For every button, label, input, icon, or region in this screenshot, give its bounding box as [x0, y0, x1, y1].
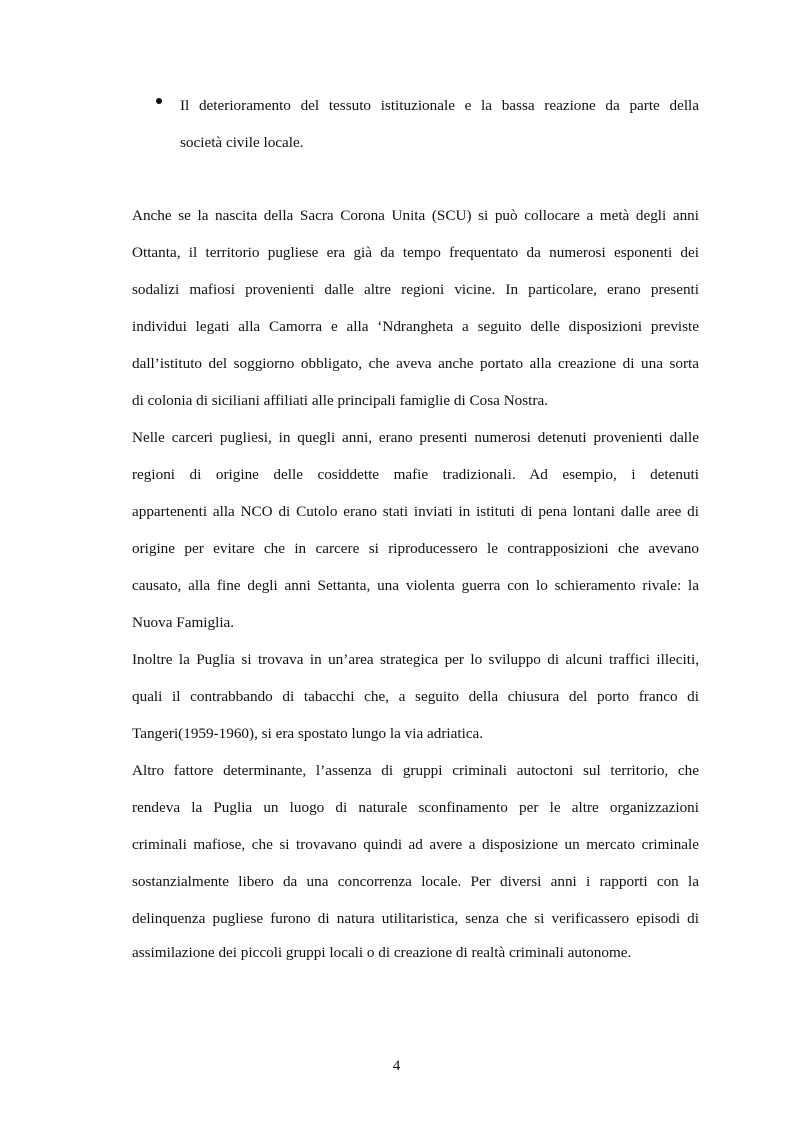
- paragraph-line: sodalizi mafiosi provenienti dalle altre regioni vicine. In particolare, erano presenti: [132, 281, 699, 298]
- paragraph-line: appartenenti alla NCO di Cutolo erano stati inviati in istituti di pena lontani dalle aree di: [132, 503, 699, 520]
- paragraph-line: dall’istituto del soggiorno obbligato, che aveva anche portato alla creazione di una sorta: [132, 355, 699, 372]
- paragraph-line: origine per evitare che in carcere si riproducessero le contrapposizioni che avevano: [132, 540, 699, 557]
- bullet-line-1: Il deterioramento del tessuto istituzionale e la bassa reazione da parte della: [180, 97, 699, 114]
- paragraph-line: di colonia di siciliani affiliati alle principali famiglie di Cosa Nostra.: [132, 392, 549, 409]
- paragraph-line: regioni di origine delle cosiddette mafie tradizionali. Ad esempio, i detenuti: [132, 466, 699, 483]
- bullet-line-2: società civile locale.: [180, 134, 304, 151]
- paragraph-line: quali il contrabbando di tabacchi che, a seguito della chiusura del porto franco di: [132, 688, 699, 705]
- paragraph-line: Ottanta, il territorio pugliese era già da tempo frequentato da numerosi esponenti dei: [132, 244, 699, 261]
- paragraph-line: criminali mafiose, che si trovavano quindi ad avere a disposizione un mercato criminale: [132, 836, 699, 853]
- paragraph-line: Tangeri(1959-1960), si era spostato lungo la via adriatica.: [132, 725, 484, 742]
- paragraph-line: Anche se la nascita della Sacra Corona Unita (SCU) si può collocare a metà degli anni: [132, 207, 699, 224]
- paragraph-line: rendeva la Puglia un luogo di naturale sconfinamento per le altre organizzazioni: [132, 799, 699, 816]
- paragraph-line: individui legati alla Camorra e alla ‘Ndrangheta a seguito delle disposizioni previste: [132, 318, 699, 335]
- bullet-dot-icon: [156, 98, 162, 104]
- paragraph-line: delinquenza pugliese furono di natura utilitaristica, senza che si verificassero episodi di: [132, 910, 699, 927]
- paragraph-line: causato, alla fine degli anni Settanta, una violenta guerra con lo schieramento rivale: la: [132, 577, 699, 594]
- paragraph-line: Inoltre la Puglia si trovava in un’area strategica per lo sviluppo di alcuni traffici illeciti,: [132, 651, 699, 668]
- paragraph-line: Altro fattore determinante, l’assenza di gruppi criminali autoctoni sul territorio, che: [132, 762, 699, 779]
- paragraph-line: Nelle carceri pugliesi, in quegli anni, erano presenti numerosi detenuti provenienti dalle: [132, 429, 699, 446]
- paragraph-line: assimilazione dei piccoli gruppi locali o di creazione di realtà criminali autonome.: [132, 944, 632, 961]
- paragraph-line: sostanzialmente libero da una concorrenza locale. Per diversi anni i rapporti con la: [132, 873, 699, 890]
- page-number: 4: [392, 1057, 401, 1074]
- paragraph-line: Nuova Famiglia.: [132, 614, 235, 631]
